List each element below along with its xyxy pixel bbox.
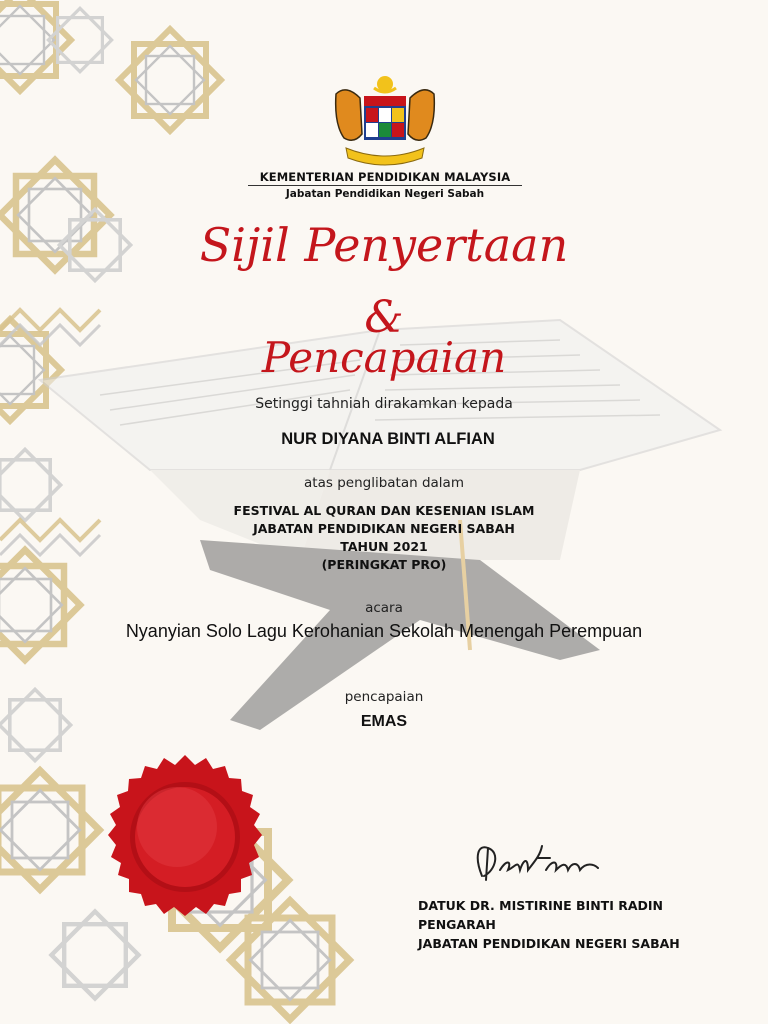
certificate-title: Sijil Penyertaan <box>199 218 569 272</box>
certificate-subtitle: Pencapaian <box>261 333 507 382</box>
signature-image <box>468 836 608 892</box>
red-seal-icon <box>100 752 270 922</box>
recipient-name: NUR DIYANA BINTI ALFIAN <box>281 430 495 448</box>
event-line: JABATAN PENDIDIKAN NEGERI SABAH <box>253 521 515 536</box>
issuer-header <box>248 170 522 200</box>
ministry-name: KEMENTERIAN PENDIDIKAN MALAYSIA <box>248 170 522 186</box>
event-line: TAHUN 2021 <box>340 539 428 554</box>
event-line: (PERINGKAT PRO) <box>321 557 447 572</box>
title-ampersand: & <box>364 292 404 343</box>
achievement-value: EMAS <box>360 713 408 730</box>
achievement-label: pencapaian <box>344 689 424 705</box>
greeting-text: Setinggi tahniah dirakamkan kepada <box>255 396 513 412</box>
event-block <box>0 502 768 574</box>
event-line: FESTIVAL AL QURAN DAN KESENIAN ISLAM <box>233 503 535 518</box>
signatory-name: DATUK DR. MISTIRINE BINTI RADIN <box>418 898 663 913</box>
signatory-position: PENGARAH <box>418 917 496 932</box>
signatory-department: JABATAN PENDIDIKAN NEGERI SABAH <box>418 936 680 951</box>
participation-text: atas penglibatan dalam <box>304 475 464 491</box>
category-label: acara <box>365 600 403 616</box>
department-name: Jabatan Pendidikan Negeri Sabah <box>285 188 485 200</box>
malaysia-coat-of-arms-logo <box>326 74 444 166</box>
signatory-block <box>418 896 680 953</box>
category-name: Nyanyian Solo Lagu Kerohanian Sekolah Menengah Perempuan <box>125 621 643 641</box>
